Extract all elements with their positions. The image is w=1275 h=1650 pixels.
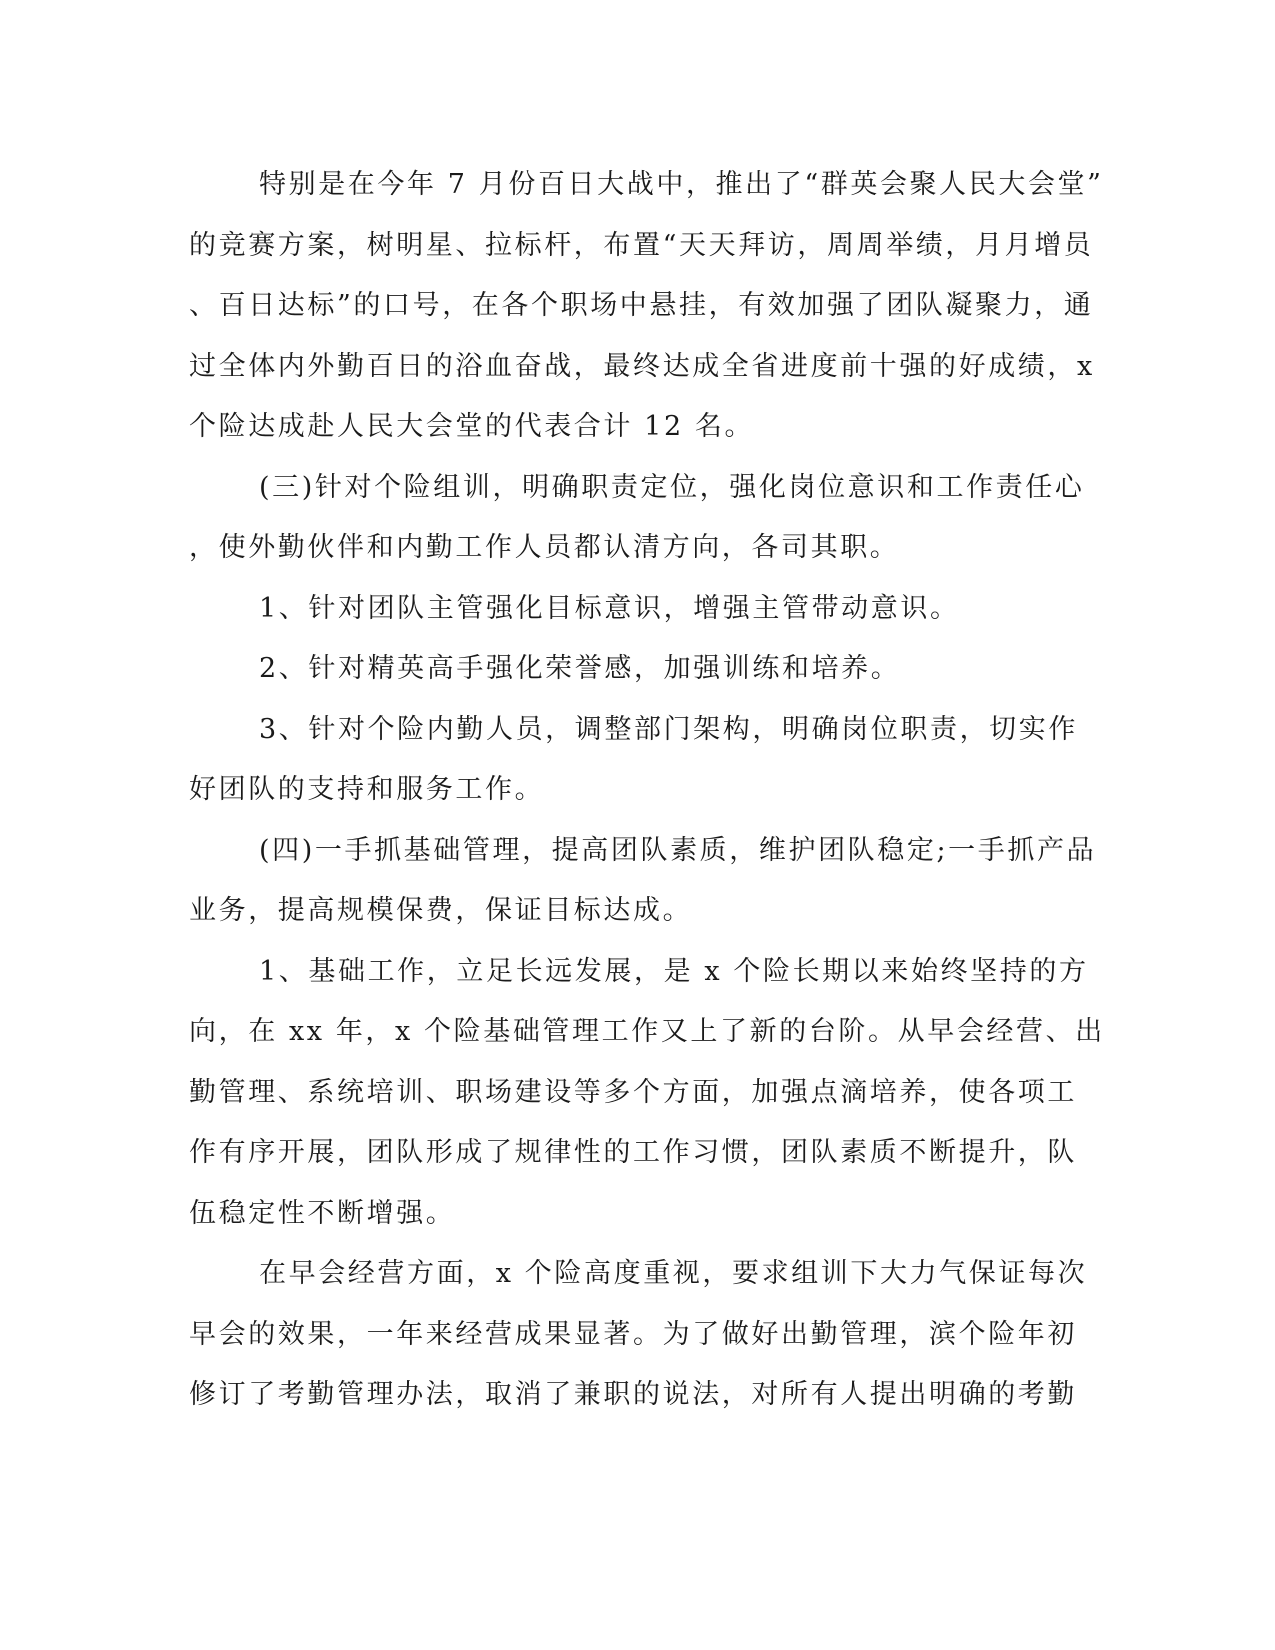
text-line: 伍稳定性不断增强。 (189, 1197, 456, 1229)
text-line: 业务，提高规模保费，保证目标达成。 (189, 895, 693, 926)
document-body (189, 155, 1105, 1426)
text-line: 在早会经营方面，x 个险高度重视，要求组训下大力气保证每次 (259, 1258, 1088, 1289)
text-line: 、百日达标”的口号，在各个职场中悬挂，有效加强了团队凝聚力，通 (189, 290, 1094, 321)
text-line: 向，在 xx 年，x 个险基础管理工作又上了新的台阶。从早会经营、出 (189, 1016, 1105, 1047)
text-line: (四)一手抓基础管理，提高团队素质，维护团队稳定;一手抓产品 (259, 834, 1097, 866)
text-line: 个险达成赴人民大会堂的代表合计 12 名。 (189, 411, 755, 442)
text-line: (三)针对个险组训，明确职责定位，强化岗位意识和工作责任心 (259, 471, 1085, 503)
text-line: 修订了考勤管理办法，取消了兼职的说法，对所有人提出明确的考勤 (189, 1379, 1077, 1410)
text-line: 3、针对个险内勤人员，调整部门架构，明确岗位职责，切实作 (259, 713, 1078, 745)
text-line: 过全体内外勤百日的浴血奋战，最终达成全省进度前十强的好成绩，x (189, 350, 1095, 382)
text-line: 2、针对精英高手强化荣誉感，加强训练和培养。 (259, 653, 901, 684)
text-line: 的竞赛方案，树明星、拉标杆，布置“天天拜访，周周举绩，月月增员 (189, 229, 1094, 261)
text-line: 好团队的支持和服务工作。 (189, 774, 545, 805)
text-line: 作有序开展，团队形成了规律性的工作习惯，团队素质不断提升，队 (189, 1137, 1077, 1168)
text-line: 特别是在今年 7 月份百日大战中，推出了“群英会聚人民大会堂” (259, 169, 1104, 200)
text-line: ，使外勤伙伴和内勤工作人员都认清方向，各司其职。 (189, 532, 900, 563)
text-line: 勤管理、系统培训、职场建设等多个方面，加强点滴培养，使各项工 (189, 1076, 1077, 1108)
text-line: 1、针对团队主管强化目标意识，增强主管带动意识。 (259, 592, 960, 624)
text-line: 1、基础工作，立足长远发展，是 x 个险长期以来始终坚持的方 (259, 955, 1089, 987)
text-line: 早会的效果，一年来经营成果显著。为了做好出勤管理，滨个险年初 (189, 1318, 1077, 1350)
